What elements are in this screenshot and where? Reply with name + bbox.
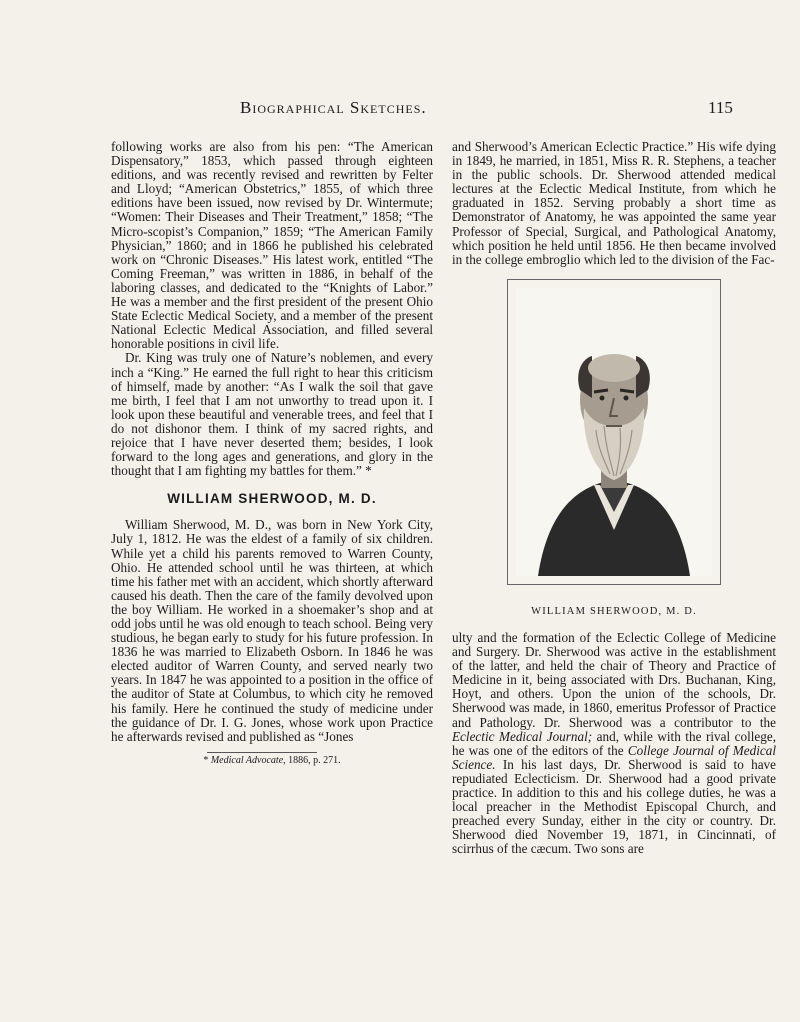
paragraph-king-character: Dr. King was truly one of Nature’s noblemen, and every inch a “King.” He earned the full right to hear this criticism of himself, made by another: “As I walk the soil that gave me birth, I feel that I am not unworthy to tread upon it. I look upon these beautiful and venerable trees, and feel that I do not dishonor them. I think of my sacred rights, and rejoice that I have never deserted them; besides, I look forward to the long ages and generations, and glory in the thought that I am fighting my battles for them.” *: [111, 350, 433, 479]
left-column: [111, 140, 433, 767]
paragraph-king-works: following works are also from his pen: “The American Dispensatory,” 1853, which passed through eighteen editions, and was recently revised and rewritten by Felter and Lloyd; “American Obstetrics,” 1855, of which three editions have been issued, now revised by Dr. Wintermute; “Women: Their Diseases and Their Treatment,” 1858; “The Micro-scopist’s Companion,” 1859; “The American Family Physician,” 1860; and in 1866 he published his celebrated work on “Chronic Diseases.” His latest work, entitled “The Coming Freeman,” was written in 1886, in behalf of the laboring classes, and dedicated to the “Knights of Labor.” He was a member and the first president of the present Ohio State Eclectic Medical Society, and a member of the present National Eclectic Medical Association, and filled several honorable positions in civil life.: [111, 139, 433, 352]
paragraph-sherwood-early-life: William Sherwood, M. D., was born in New York City, July 1, 1812. He was the eldest of a family of six children. While yet a child his parents removed to Warren County, Ohio. He attended school until he was thirteen, at which time his father met with an accident, which shortly afterward caused his death. Then the care of the family devolved upon the boy William. He worked in a shoemaker’s shop and at odd jobs until he was old enough to teach school. Being very studious, he began early to study for his future profession. In 1836 he was married to Elizabeth Osborn. In 1846 he was elected auditor of Warren County, and served nearly two years. In 1847 he was appointed to a position in the office of the auditor of State at Columbus, to which city he removed his family. Here he continued the study of medicine under the guidance of Dr. I. G. Jones, whose work upon Practice he afterwards revised and published as “Jones: [111, 517, 433, 744]
journal-title-college: College Journal of Medical Science.: [452, 742, 776, 772]
later-life-text-a: ulty and the formation of the Eclectic College of Medicine and Surgery. Dr. Sherwood was active in the establishment of the latter, and held the chair of Theory and Practice of Medicine in it, being associated with Drs. Buchanan, King, Hoyt, and others. Upon the union of the schools, Dr. Sherwood was made, in 1860, emeritus Professor of Practice and Pathology. Dr. Sherwood was a contributor to the: [452, 629, 776, 730]
portrait-frame: [507, 279, 721, 585]
page-number: 115: [708, 98, 733, 117]
running-title: Biographical Sketches.: [240, 98, 427, 117]
portrait-image: [508, 280, 720, 584]
footnote-mark: *: [203, 754, 209, 766]
paragraph-sherwood-later-life: [452, 631, 776, 857]
later-life-text-b: and, while with the rival college, he was one of the editors of the: [452, 728, 776, 758]
portrait-caption: WILLIAM SHERWOOD, M. D.: [531, 605, 697, 617]
journal-title-eclectic: Eclectic Medical Journal;: [452, 728, 593, 744]
paragraph-sherwood-career: and Sherwood’s American Eclectic Practice.” His wife dying in 1849, he married, in 1851, Miss R. R. Stephens, a teacher in the public schools. Dr. Sherwood attended medical lectures at the Eclectic Medical Institute, from which he graduated in 1852. Serving probably a short time as Demonstrator of Anatomy, he was appointed the same year Professor of Special, Surgical, and Pathological Anatomy, which position he held until 1856. He then became involved in the college embroglio which led to the division of the Fac-: [452, 139, 776, 267]
footnote-rule: [207, 752, 317, 753]
footnote-source: Medical Advocate: [210, 754, 284, 766]
right-column: [452, 140, 776, 856]
section-heading: WILLIAM SHERWOOD, M. D.: [167, 491, 377, 507]
footnote-citation: , 1886, p. 271.: [283, 754, 341, 766]
page-header: [0, 98, 800, 122]
footnote: [111, 755, 433, 767]
later-life-text-c: In his last days, Dr. Sherwood is said to have repudiated Eclecticism. Dr. Sherwood had a good private practice. In addition to this and his college duties, he was a local preacher in the Methodist Episcopal Church, and preached every Sunday, either in the city or country. Dr. Sherwood died November 19, 1871, in Cincinnati, of scirrhus of the cæcum. Two sons are: [452, 756, 776, 857]
